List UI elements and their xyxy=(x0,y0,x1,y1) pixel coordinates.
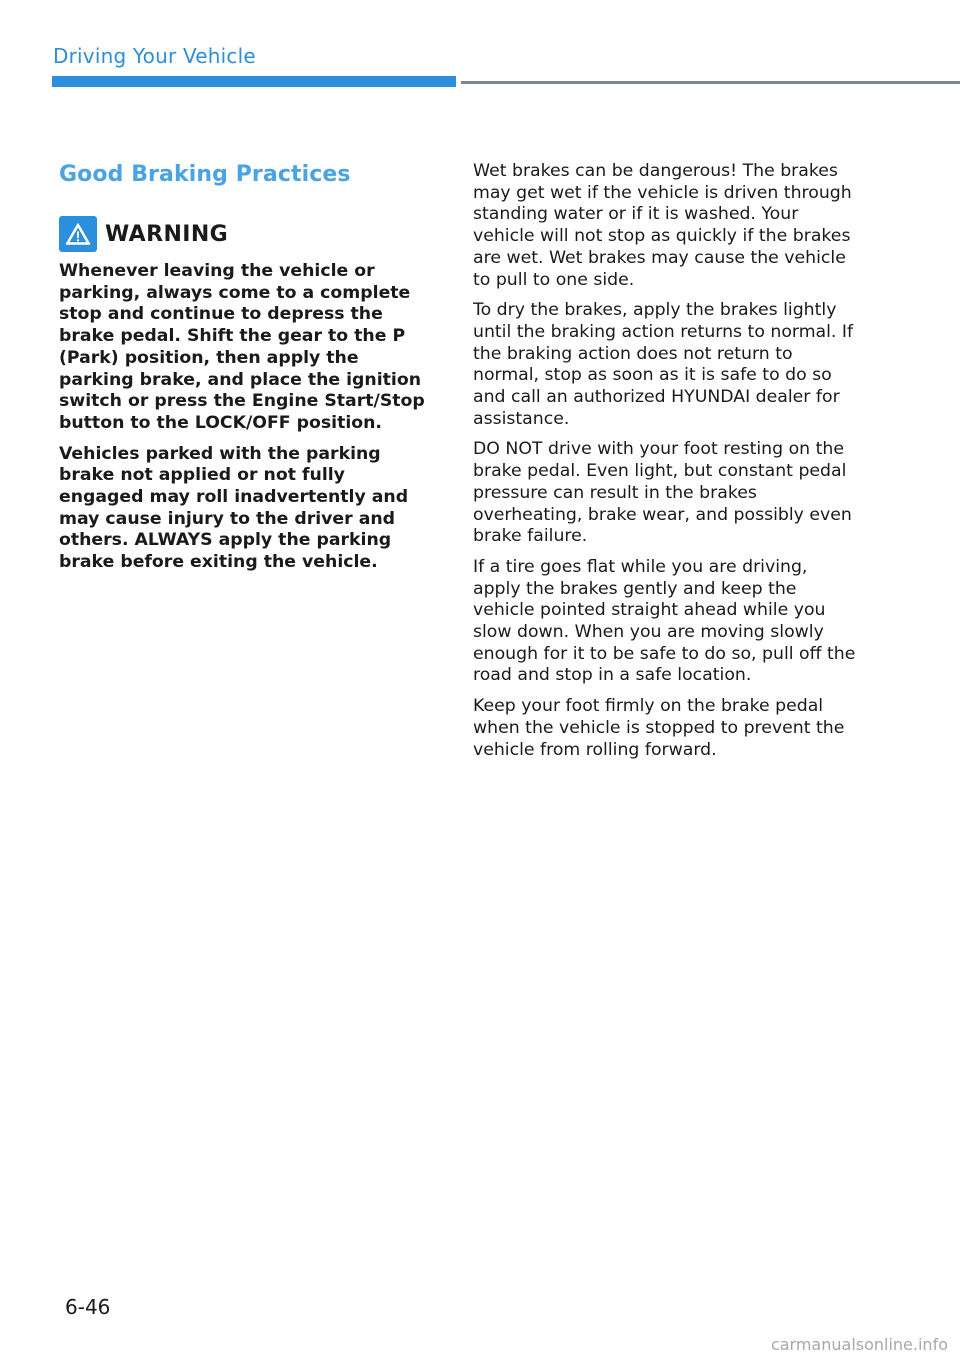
body-paragraph: Wet brakes can be dangerous! The brakes may get wet if the vehicle is driven through standing water or if it is washed. Your vehicle will not stop as quickly if the brakes are wet. Wet brakes may cause the vehicle to pull to one side. xyxy=(473,161,852,290)
body-paragraph: Keep your foot firmly on the brake pedal when the vehicle is stopped to prevent the vehicle from rolling forward. xyxy=(473,696,845,760)
right-column xyxy=(473,161,858,761)
header-rule xyxy=(461,81,960,84)
body-paragraph: DO NOT drive with your foot resting on the brake pedal. Even light, but constant pedal pressure can result in the brakes overheating, brake wear, and possibly even brake failure. xyxy=(473,439,852,547)
warning-label: WARNING xyxy=(105,221,229,247)
running-header-title: Driving Your Vehicle xyxy=(53,44,256,68)
warning-paragraph: Whenever leaving the vehicle or parking, always come to a complete stop and continue to depress the brake pedal. Shift the gear to the P (Park) position, then apply the parking brake, and place the ignition switch or press the Engine Start/Stop button to the LOCK/OFF position. xyxy=(59,261,425,433)
warning-paragraph: Vehicles parked with the parking brake not applied or not fully engaged may roll inadvertently and may cause injury to the driver and others. ALWAYS apply the parking brake before exiting the vehicle. xyxy=(59,443,409,573)
warning-header xyxy=(59,215,429,253)
body-paragraph: If a tire goes flat while you are driving, apply the brakes gently and keep the vehicle pointed straight ahead while you slow down. When you are moving slowly enough for it to be safe to do so, pull off the road and stop in a safe location. xyxy=(473,556,856,686)
left-column xyxy=(59,160,429,574)
section-heading: Good Braking Practices xyxy=(59,162,351,187)
body-paragraph: To dry the brakes, apply the brakes lightly until the braking action returns to normal. If the braking action does not return to normal, stop as soon as it is safe to do so and call an authorized HYUNDAI dealer for assistance. xyxy=(473,300,854,429)
header-accent-bar xyxy=(52,76,456,87)
watermark-link[interactable]: carmanualsonline.info xyxy=(770,1335,948,1354)
page-number: 6-46 xyxy=(65,1295,111,1319)
warning-triangle-icon xyxy=(59,216,97,252)
